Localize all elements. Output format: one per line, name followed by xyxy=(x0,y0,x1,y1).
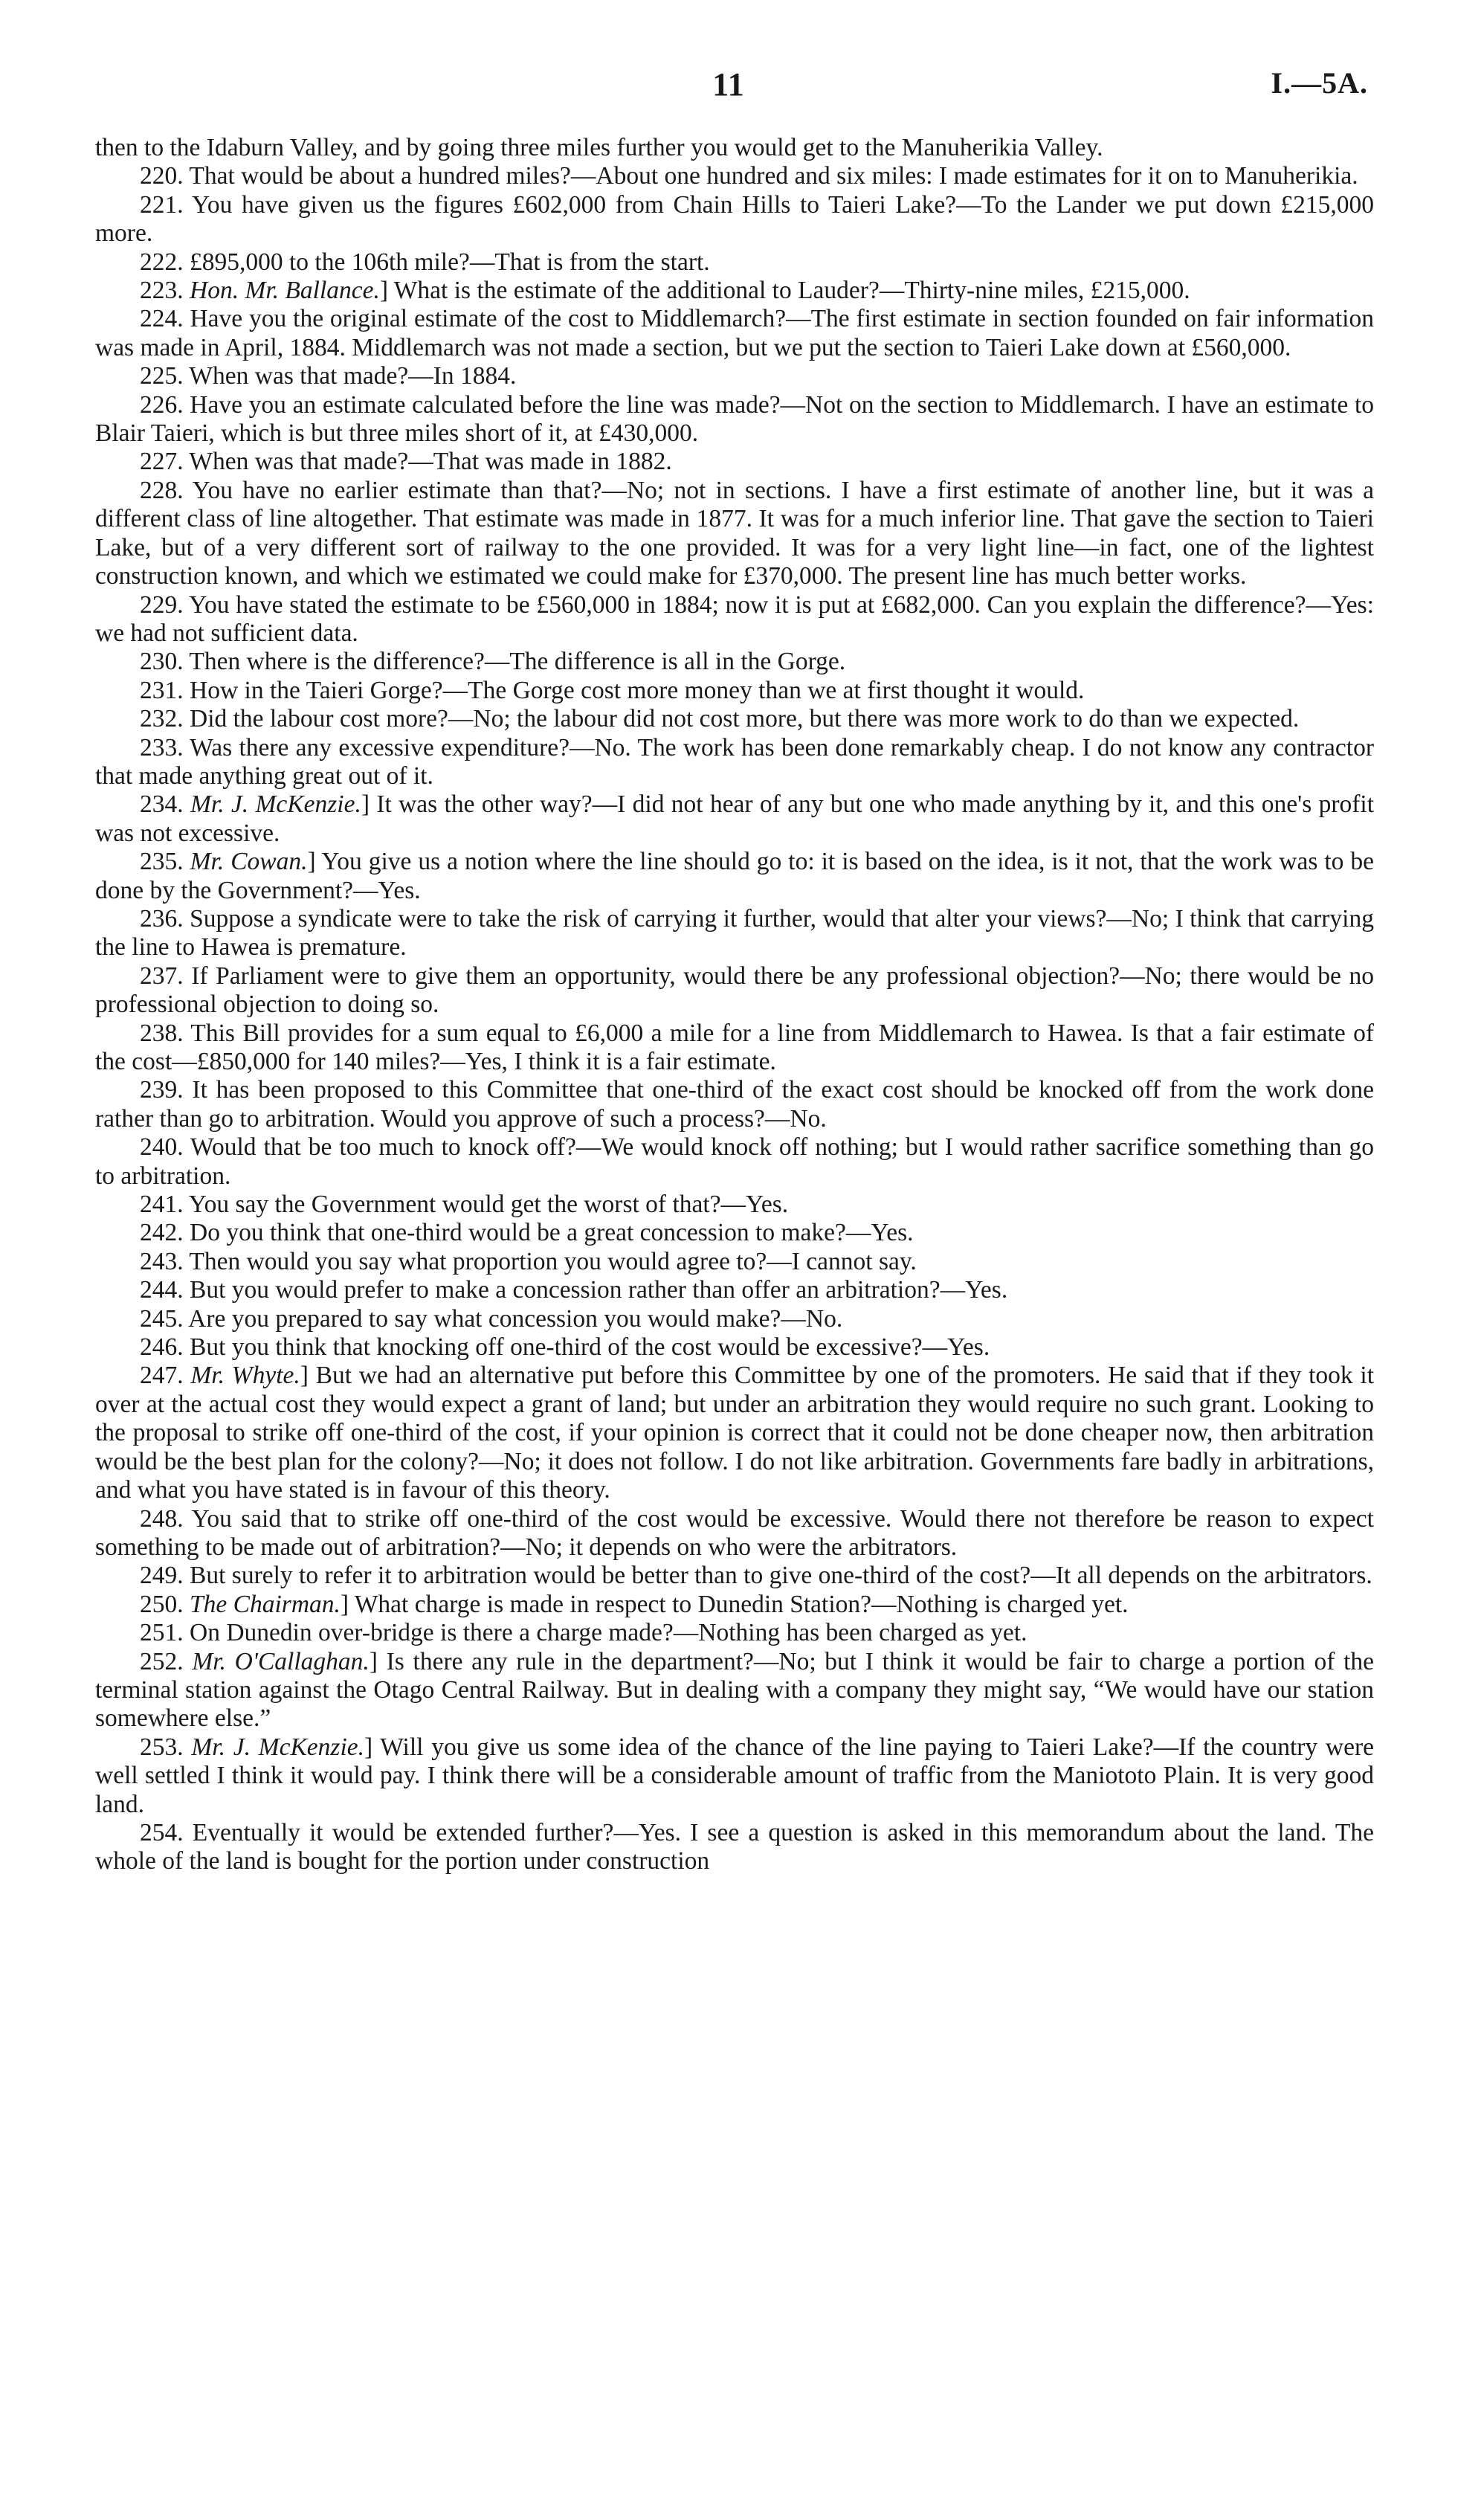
question-answer-paragraph xyxy=(95,790,1374,848)
paragraph-text: 220. That would be about a hundred miles?—About one hundred and six miles: I made estimates for it on to Manuherikia. xyxy=(140,162,1358,190)
question-answer-paragraph xyxy=(95,477,1374,591)
question-answer-paragraph xyxy=(95,362,1374,390)
question-number: 234. xyxy=(140,790,190,819)
paragraph-text: 240. Would that be too much to knock off?—We would knock off nothing; but I would rather sacrifice something than go to arbitration. xyxy=(95,1133,1374,1190)
question-answer-paragraph xyxy=(95,1219,1374,1247)
question-answer-paragraph xyxy=(95,677,1374,705)
question-answer-paragraph xyxy=(95,1191,1374,1219)
paragraph-text: 221. You have given us the figures £602,000 from Chain Hills to Taieri Lake?—To the Lander we put down £215,000 more. xyxy=(95,190,1374,248)
question-answer-paragraph xyxy=(95,1020,1374,1077)
speaker-name: Hon. Mr. Ballance. xyxy=(190,277,380,305)
question-answer-paragraph xyxy=(95,1733,1374,1819)
paragraph-text: ] You give us a notion where the line should go to: it is based on the idea, is it not, that the work was to be done by the Government?—Yes. xyxy=(95,848,1375,904)
question-number: 223. xyxy=(140,277,190,305)
question-answer-paragraph xyxy=(95,1648,1374,1733)
question-answer-paragraph xyxy=(95,591,1374,648)
question-answer-paragraph xyxy=(95,1619,1374,1647)
question-answer-paragraph xyxy=(95,277,1374,305)
question-answer-paragraph xyxy=(95,448,1374,476)
paragraph-text: 246. But you think that knocking off one-third of the cost would be excessive?—Yes. xyxy=(140,1333,990,1362)
question-number: 250. xyxy=(140,1590,190,1618)
paragraph-text: 226. Have you an estimate calculated before the line was made?—Not on the section to Middlemarch. I have an estimate to Blair Taieri, which is but three miles short of it, at £430,000. xyxy=(95,390,1374,448)
paragraph-text: 242. Do you think that one-third would be a great concession to make?—Yes. xyxy=(140,1219,914,1247)
paragraph-text: 248. You said that to strike off one-third of the cost would be excessive. Would there not therefore be reason to expect something to be made out of arbitration?—No; it depends on who were the arbitrators. xyxy=(95,1504,1374,1561)
question-answer-paragraph xyxy=(95,734,1374,791)
paragraph-text: 230. Then where is the difference?—The difference is all in the Gorge. xyxy=(140,648,846,676)
page-number: 11 xyxy=(712,66,745,103)
paragraph-text: 251. On Dunedin over-bridge is there a charge made?—Nothing has been charged as yet. xyxy=(140,1619,1027,1647)
question-number: 247. xyxy=(140,1362,191,1390)
continued-paragraph xyxy=(95,134,1374,162)
question-answer-paragraph xyxy=(95,1362,1374,1504)
paragraph-text: 232. Did the labour cost more?—No; the labour did not cost more, but there was more work to do than we expected. xyxy=(140,705,1300,733)
question-answer-paragraph xyxy=(95,1076,1374,1133)
paragraph-text: 233. Was there any excessive expenditure?—No. The work has been done remarkably cheap. I do not know any contractor that made anything great out of it. xyxy=(95,733,1374,790)
paragraph-text: then to the Idaburn Valley, and by going three miles further you would get to the Manuherikia Valley. xyxy=(95,134,1103,161)
speaker-name: Mr. Cowan. xyxy=(190,848,308,876)
paragraph-text: 244. But you would prefer to make a concession rather than offer an arbitration?—Yes. xyxy=(140,1276,1008,1304)
question-answer-paragraph xyxy=(95,248,1374,277)
paragraph-text: 245. Are you prepared to say what concession you would make?—No. xyxy=(140,1304,843,1333)
question-answer-paragraph xyxy=(95,648,1374,676)
question-answer-paragraph xyxy=(95,1305,1374,1333)
question-answer-paragraph xyxy=(95,191,1374,248)
document-reference: I.—5A. xyxy=(1271,66,1368,100)
paragraph-text: 224. Have you the original estimate of the cost to Middlemarch?—The first estimate in section founded on fair information was made in April, 1884. Middlemarch was not made a section, but we put the section to Taieri Lake down at £560,000. xyxy=(95,305,1374,361)
question-answer-paragraph xyxy=(95,1819,1374,1876)
question-answer-paragraph xyxy=(95,905,1374,962)
question-answer-paragraph xyxy=(95,1248,1374,1276)
question-answer-paragraph xyxy=(95,848,1374,905)
question-answer-paragraph xyxy=(95,705,1374,733)
question-answer-paragraph xyxy=(95,962,1374,1020)
minutes-of-evidence-text xyxy=(95,134,1374,1876)
speaker-name: Mr. J. McKenzie. xyxy=(191,1733,364,1761)
paragraph-text: 254. Eventually it would be extended further?—Yes. I see a question is asked in this memorandum about the land. The whole of the land is bought for the portion under construction xyxy=(95,1818,1374,1875)
question-answer-paragraph xyxy=(95,1333,1374,1362)
question-answer-paragraph xyxy=(95,1505,1374,1562)
paragraph-text: 241. You say the Government would get the worst of that?—Yes. xyxy=(140,1191,789,1219)
paragraph-text: 237. If Parliament were to give them an opportunity, would there be any professional objection?—No; there would be no professional objection to doing so. xyxy=(95,962,1374,1019)
question-answer-paragraph xyxy=(95,1133,1374,1191)
paragraph-text: ] What charge is made in respect to Dunedin Station?—Nothing is charged yet. xyxy=(340,1590,1129,1618)
question-answer-paragraph xyxy=(95,305,1374,362)
paragraph-text: ] Is there any rule in the department?—No; but I think it would be fair to charge a portion of the terminal station against the Otago Central Railway. But in dealing with a company they might say, “We would have our station somewhere else.” xyxy=(95,1647,1374,1733)
question-answer-paragraph xyxy=(95,162,1374,190)
question-number: 253. xyxy=(140,1733,192,1761)
speaker-name: Mr. J. McKenzie. xyxy=(190,790,361,819)
paragraph-text: 236. Suppose a syndicate were to take the risk of carrying it further, would that alter your views?—No; I think that carrying the line to Hawea is premature. xyxy=(95,904,1374,962)
paragraph-text: 227. When was that made?—That was made in 1882. xyxy=(140,448,672,476)
speaker-name: Mr. O'Callaghan. xyxy=(192,1647,370,1675)
paragraph-text: 239. It has been proposed to this Committee that one-third of the exact cost should be knocked off from the work done rather than go to arbitration. Would you approve of such a process?—No. xyxy=(95,1076,1374,1133)
paragraph-text: ] But we had an alternative put before this Committee by one of the promoters. He said that if they took it over at the actual cost they would expect a grant of land; but under an arbitration they would require no such grant. Looking to the proposal to strike off one-third of the cost, if your opinion is correct that it could not be done cheaper now, then arbitration would be the best plan for the colony?—No; it does not follow. I do not like arbitration. Governments fare badly in arbitrations, and what you have stated is in favour of this theory. xyxy=(95,1362,1375,1504)
question-answer-paragraph xyxy=(95,1562,1374,1590)
paragraph-text: 243. Then would you say what proportion you would agree to?—I cannot say. xyxy=(140,1247,917,1275)
paragraph-text: 249. But surely to refer it to arbitration would be better than to give one-third of the cost?—It all depends on the arbitrators. xyxy=(140,1562,1372,1590)
question-answer-paragraph xyxy=(95,1276,1374,1304)
question-answer-paragraph xyxy=(95,1591,1374,1619)
paragraph-text: 222. £895,000 to the 106th mile?—That is from the start. xyxy=(140,248,710,276)
paragraph-text: ] Will you give us some idea of the chance of the line paying to Taieri Lake?—If the country were well settled I think it would pay. I think there will be a considerable amount of traffic from the Maniototo Plain. It is very good land. xyxy=(95,1733,1374,1818)
page-header xyxy=(89,65,1368,110)
paragraph-text: ] It was the other way?—I did not hear of any but one who made anything by it, and this one's profit was not excessive. xyxy=(95,790,1375,847)
paragraph-text: 225. When was that made?—In 1884. xyxy=(140,362,517,390)
paragraph-text: 231. How in the Taieri Gorge?—The Gorge cost more money than we at first thought it would. xyxy=(140,676,1085,704)
question-answer-paragraph xyxy=(95,391,1374,448)
question-number: 235. xyxy=(140,848,190,876)
paragraph-text: 238. This Bill provides for a sum equal to £6,000 a mile for a line from Middlemarch to Hawea. Is that a fair estimate of the cost—£850,000 for 140 miles?—Yes, I think it is a fair estimate. xyxy=(95,1019,1374,1075)
question-number: 252. xyxy=(140,1647,193,1675)
speaker-name: The Chairman. xyxy=(190,1590,341,1618)
paragraph-text: ] What is the estimate of the additional to Lauder?—Thirty-nine miles, £215,000. xyxy=(379,277,1190,305)
paragraph-text: 229. You have stated the estimate to be £560,000 in 1884; now it is put at £682,000. Can you explain the difference?—Yes: we had not sufficient data. xyxy=(95,590,1374,647)
speaker-name: Mr. Whyte. xyxy=(190,1362,300,1390)
paragraph-text: 228. You have no earlier estimate than that?—No; not in sections. I have a first estimate of another line, but it was a different class of line altogether. That estimate was made in 1877. It was for a much inferior line. That gave the section to Taieri Lake, but of a very different sort of railway to the one provided. It was for a very light line—in fact, one of the lightest construction known, and which we estimated we could make for £370,000. The present line has much better works. xyxy=(95,476,1374,590)
